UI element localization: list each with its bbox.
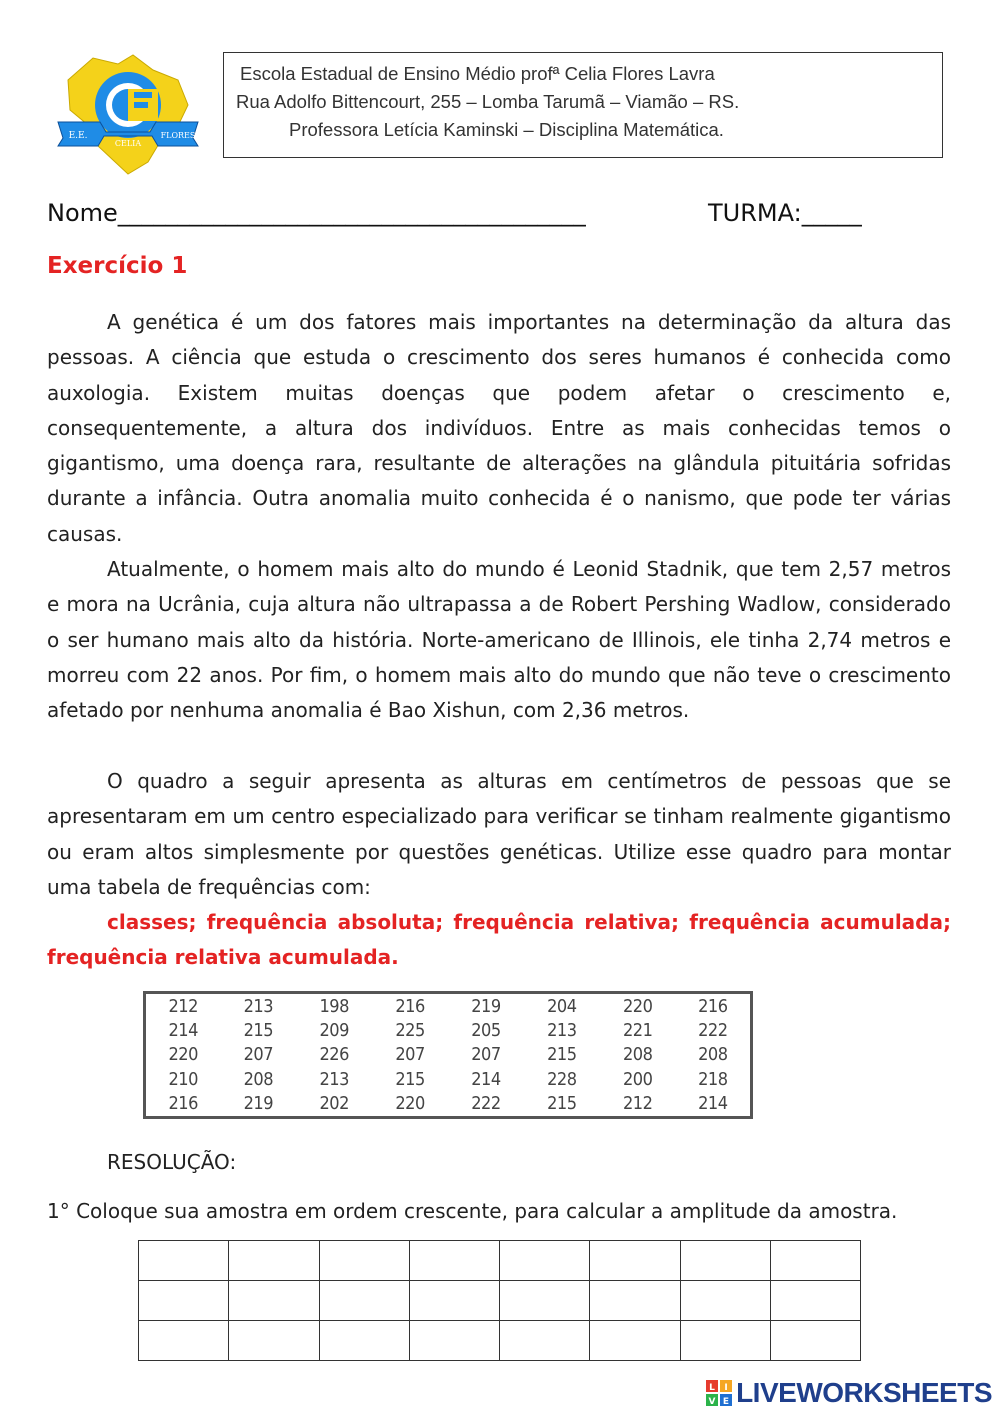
school-logo bbox=[48, 50, 208, 178]
table-cell: 208 bbox=[622, 1044, 653, 1066]
table-cell: 214 bbox=[168, 1020, 198, 1042]
class-field[interactable]: TURMA:_____ bbox=[708, 199, 862, 227]
paragraph-3: O quadro a seguir apresenta as alturas em centímetros de pessoas que se apresentaram em um centro especializado para verificar se tinham realmente gigantismo ou eram altos simplesmente por questões genéticas. Utilize esse quadro para montar uma tabela de frequências com: bbox=[47, 769, 951, 899]
table-row bbox=[145, 1067, 752, 1091]
school-address: Rua Adolfo Bittencourt, 255 – Lomba Tarumã – Viamão – RS. bbox=[236, 91, 740, 112]
logo-text-flores: FLORES bbox=[160, 131, 196, 140]
answer-cell[interactable] bbox=[319, 1241, 409, 1281]
instruction-step-1: 1° Coloque sua amostra em ordem crescente, para calcular a amplitude da amostra. bbox=[47, 1199, 898, 1223]
exercise-title: Exercício 1 bbox=[47, 253, 188, 279]
table-cell: 215 bbox=[395, 1068, 425, 1090]
table-cell: 220 bbox=[622, 995, 653, 1017]
paragraph-1: A genética é um dos fatores mais importantes na determinação da altura das pessoas. A ciência que estuda o crescimento dos seres humanos é conhecida como auxologia. Existem muitas doenças que podem afetar o crescimento e, consequentemente, a altura dos indivíduos. Entre as mais conhecidas temos o gigantismo, uma doença rara, resultante de alterações na glândula pituitária sofridas durante a infância. Outra anomalia muito conhecida é o nanismo, que pode ter várias causas. bbox=[47, 310, 951, 546]
heights-table bbox=[143, 991, 753, 1119]
table-cell: 207 bbox=[471, 1044, 501, 1066]
answer-cell[interactable] bbox=[590, 1321, 680, 1361]
table-cell: 215 bbox=[547, 1044, 577, 1066]
answer-cell[interactable] bbox=[229, 1321, 319, 1361]
table-cell: 225 bbox=[395, 1020, 425, 1042]
answer-cell[interactable] bbox=[770, 1321, 860, 1361]
table-cell: 207 bbox=[243, 1044, 274, 1066]
answer-grid bbox=[138, 1240, 861, 1361]
table-cell: 212 bbox=[622, 1093, 653, 1115]
school-logo-icon bbox=[48, 50, 208, 178]
answer-cell[interactable] bbox=[500, 1321, 590, 1361]
table-cell: 200 bbox=[622, 1068, 653, 1090]
table-cell: 212 bbox=[168, 995, 198, 1017]
table-cell: 222 bbox=[471, 1093, 501, 1115]
watermark-text: LIVEWORKSHEETS bbox=[736, 1377, 992, 1408]
liveworksheets-logo-icon bbox=[706, 1380, 732, 1406]
table-cell: 213 bbox=[319, 1068, 349, 1090]
table-cell: 219 bbox=[471, 995, 501, 1017]
table-cell: 219 bbox=[243, 1093, 274, 1115]
answer-cell[interactable] bbox=[409, 1241, 499, 1281]
answer-cell[interactable] bbox=[319, 1321, 409, 1361]
table-cell: 210 bbox=[168, 1068, 198, 1090]
logo-text-ee: E.E. bbox=[68, 131, 88, 141]
table-cell: 214 bbox=[698, 1093, 728, 1115]
answer-cell[interactable] bbox=[590, 1281, 680, 1321]
liveworksheets-watermark bbox=[706, 1377, 992, 1409]
answer-cell[interactable] bbox=[590, 1241, 680, 1281]
table-cell: 209 bbox=[319, 1020, 349, 1042]
table-cell: 208 bbox=[243, 1068, 274, 1090]
table-row bbox=[145, 1018, 752, 1042]
frequency-requirements: classes; frequência absoluta; frequência relativa; frequência acumulada; frequência relativa acumulada. bbox=[47, 910, 951, 970]
answer-cell[interactable] bbox=[409, 1321, 499, 1361]
answer-cell[interactable] bbox=[680, 1241, 770, 1281]
answer-cell[interactable] bbox=[229, 1281, 319, 1321]
table-cell: 221 bbox=[622, 1020, 653, 1042]
table-cell: 215 bbox=[243, 1020, 274, 1042]
answer-cell[interactable] bbox=[500, 1281, 590, 1321]
table-cell: 216 bbox=[395, 995, 425, 1017]
teacher-discipline: Professora Letícia Kaminski – Disciplina Matemática. bbox=[289, 119, 724, 140]
answer-cell[interactable] bbox=[770, 1281, 860, 1321]
table-row bbox=[145, 993, 752, 1019]
answer-cell[interactable] bbox=[139, 1281, 229, 1321]
table-cell: 218 bbox=[698, 1068, 728, 1090]
answer-cell[interactable] bbox=[139, 1241, 229, 1281]
student-info-line bbox=[47, 199, 862, 227]
table-cell: 213 bbox=[243, 995, 274, 1017]
school-name: Escola Estadual de Ensino Médio profª Celia Flores Lavra bbox=[240, 63, 715, 84]
svg-text:L: L bbox=[709, 1383, 715, 1393]
svg-text:E: E bbox=[723, 1397, 730, 1406]
answer-cell[interactable] bbox=[680, 1321, 770, 1361]
table-cell: 215 bbox=[547, 1093, 577, 1115]
svg-text:V: V bbox=[708, 1397, 716, 1406]
answer-grid-row bbox=[139, 1321, 861, 1361]
resolution-label: RESOLUÇÃO: bbox=[107, 1150, 237, 1174]
answer-cell[interactable] bbox=[770, 1241, 860, 1281]
school-header bbox=[223, 52, 943, 158]
table-row bbox=[145, 1092, 752, 1118]
table-cell: 204 bbox=[547, 995, 577, 1017]
table-cell: 216 bbox=[698, 995, 728, 1017]
answer-grid-row bbox=[139, 1281, 861, 1321]
table-cell: 220 bbox=[395, 1093, 425, 1115]
table-cell: 216 bbox=[168, 1093, 198, 1115]
answer-grid-row bbox=[139, 1241, 861, 1281]
name-field[interactable]: Nome_______________________________________ bbox=[47, 199, 586, 227]
table-cell: 220 bbox=[168, 1044, 198, 1066]
answer-cell[interactable] bbox=[680, 1281, 770, 1321]
table-cell: 214 bbox=[471, 1068, 501, 1090]
table-cell: 205 bbox=[471, 1020, 501, 1042]
answer-cell[interactable] bbox=[409, 1281, 499, 1321]
table-row bbox=[145, 1043, 752, 1067]
table-cell: 222 bbox=[698, 1020, 728, 1042]
table-cell: 207 bbox=[395, 1044, 425, 1066]
paragraph-2: Atualmente, o homem mais alto do mundo é Leonid Stadnik, que tem 2,57 metros e mora na Ucrânia, cuja altura não ultrapassa a de Robert Pershing Wadlow, considerado o ser humano mais alto da história. Norte-americano de Illinois, ele tinha 2,74 metros e morreu com 22 anos. Por fim, o homem mais alto do mundo que não teve o crescimento afetado por nenhuma anomalia é Bao Xishun, com 2,36 metros. bbox=[47, 557, 951, 723]
answer-cell[interactable] bbox=[229, 1241, 319, 1281]
answer-cell[interactable] bbox=[139, 1321, 229, 1361]
answer-cell[interactable] bbox=[319, 1281, 409, 1321]
svg-text:I: I bbox=[724, 1383, 728, 1393]
table-cell: 202 bbox=[319, 1093, 349, 1115]
table-cell: 226 bbox=[319, 1044, 349, 1066]
answer-cell[interactable] bbox=[500, 1241, 590, 1281]
table-cell: 198 bbox=[319, 995, 349, 1017]
logo-text-celia: CELIA bbox=[114, 139, 142, 148]
table-cell: 213 bbox=[547, 1020, 577, 1042]
table-cell: 228 bbox=[547, 1068, 577, 1090]
table-cell: 208 bbox=[698, 1044, 728, 1066]
